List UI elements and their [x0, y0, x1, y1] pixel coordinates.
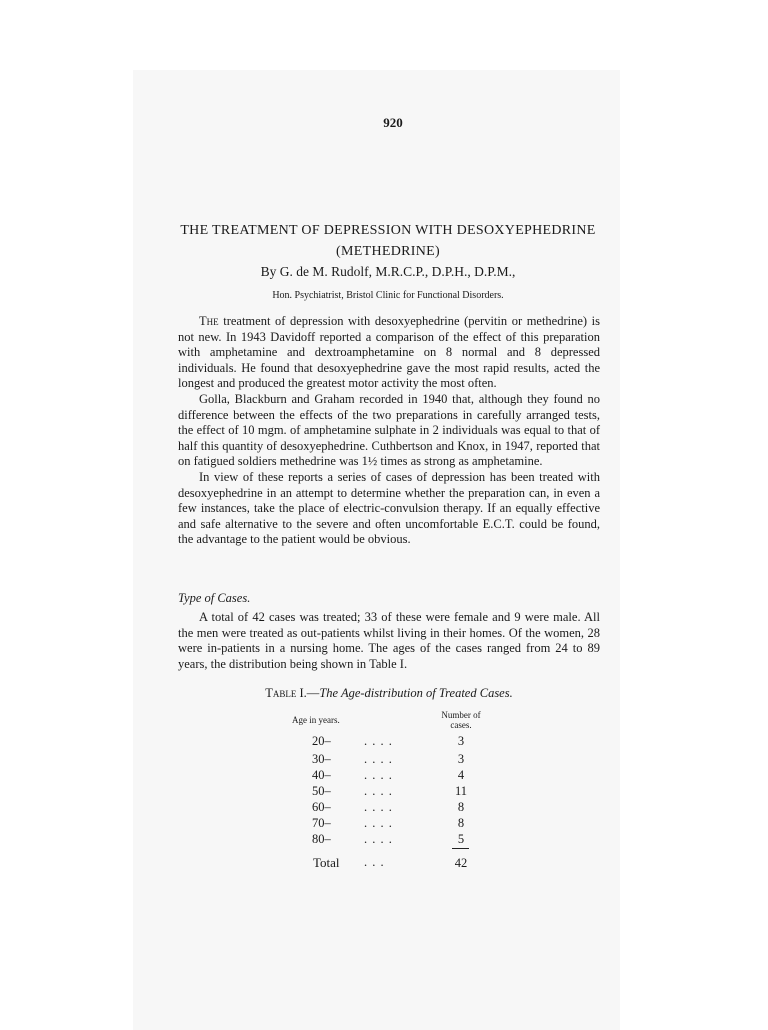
row-leader-dots: . . . .	[364, 768, 393, 782]
paragraph-2: Golla, Blackburn and Graham recorded in 1940 that, although they found no difference between the effects of the two preparations in carefully arranged tests, the effect of 10 mgm. of amphetamine sulphate in 2 individuals was equal to that of half this quantity of desoxyephedrine. Cuthbertson and Knox, in 1947, reported that on fatigued soldiers methedrine was 1½ times as strong as amphetamine.	[178, 391, 600, 469]
title-line-2: (METHEDRINE)	[336, 244, 440, 259]
row-count: 8	[457, 800, 465, 814]
row-age: 80–	[312, 832, 331, 846]
row-age: 20–	[312, 734, 331, 748]
row-count: 3	[457, 752, 465, 766]
row-leader-dots: . . . .	[364, 816, 393, 830]
row-leader-dots: . . . .	[364, 734, 393, 748]
paragraph-3: In view of these reports a series of cases of depression has been treated with desoxyephedrine in an attempt to determine whether the preparation can, in even a few instances, take the place of electric-convulsion therapy. If an equally effective and safe alternative to the severe and often uncomfortable E.C.T. could be found, the advantage to the patient would be obvious.	[178, 469, 600, 547]
total-rule	[452, 848, 469, 849]
column-header-count-line-1: Number of	[441, 710, 481, 720]
intro-text	[178, 314, 600, 548]
author-byline: By G. de M. Rudolf, M.R.C.P., D.P.H., D.P.M.,	[260, 264, 516, 279]
table-label: Table I.—	[265, 686, 320, 700]
column-header-age: Age in years.	[292, 715, 340, 725]
author-affiliation: Hon. Psychiatrist, Bristol Clinic for Functional Disorders.	[272, 290, 504, 301]
paragraph-1-lead: The	[199, 314, 219, 328]
row-age: 50–	[312, 784, 331, 798]
table-title: The Age-distribution of Treated Cases.	[319, 686, 513, 700]
row-leader-dots: . . . .	[364, 800, 393, 814]
row-age: 40–	[312, 768, 331, 782]
row-count: 11	[454, 784, 468, 798]
row-count: 4	[457, 768, 465, 782]
row-age: 60–	[312, 800, 331, 814]
cases-text	[178, 610, 600, 672]
paper-page	[133, 70, 620, 1030]
total-leader-dots: . . .	[364, 855, 385, 869]
section-heading: Type of Cases.	[178, 591, 251, 605]
table-caption	[178, 686, 600, 701]
title-line-1: THE TREATMENT OF DEPRESSION WITH DESOXYEPHEDRINE	[180, 223, 596, 238]
row-count: 8	[457, 816, 465, 830]
paragraph-4: A total of 42 cases was treated; 33 of these were female and 9 were male. All the men were treated as out-patients whilst living in their homes. Of the women, 28 were in-patients in a nursing home. The ages of the cases ranged from 24 to 89 years, the distribution being shown in Table I.	[178, 610, 600, 671]
row-leader-dots: . . . .	[364, 832, 393, 846]
total-label: Total	[313, 855, 340, 870]
row-count: 5	[457, 832, 465, 846]
row-leader-dots: . . . .	[364, 784, 393, 798]
column-header-count	[425, 710, 497, 730]
row-leader-dots: . . . .	[364, 752, 393, 766]
column-header-count-line-2: cases.	[450, 720, 472, 730]
row-age: 70–	[312, 816, 331, 830]
page-number: 920	[383, 115, 403, 130]
paragraph-1-body: treatment of depression with desoxyephedrine (pervitin or methedrine) is not new. In 1943 Davidoff reported a comparison of the effect of this preparation with amphetamine and dextroamphetamine on 8 normal and 8 depressed individuals. He found that desoxyephedrine gave the most rapid results, acted the longest and produced the greatest motor activity the most often.	[178, 314, 600, 391]
article-title	[172, 220, 604, 262]
total-value: 42	[454, 856, 468, 870]
paragraph-1	[178, 314, 600, 392]
row-count: 3	[457, 734, 465, 748]
row-age: 30–	[312, 752, 331, 766]
